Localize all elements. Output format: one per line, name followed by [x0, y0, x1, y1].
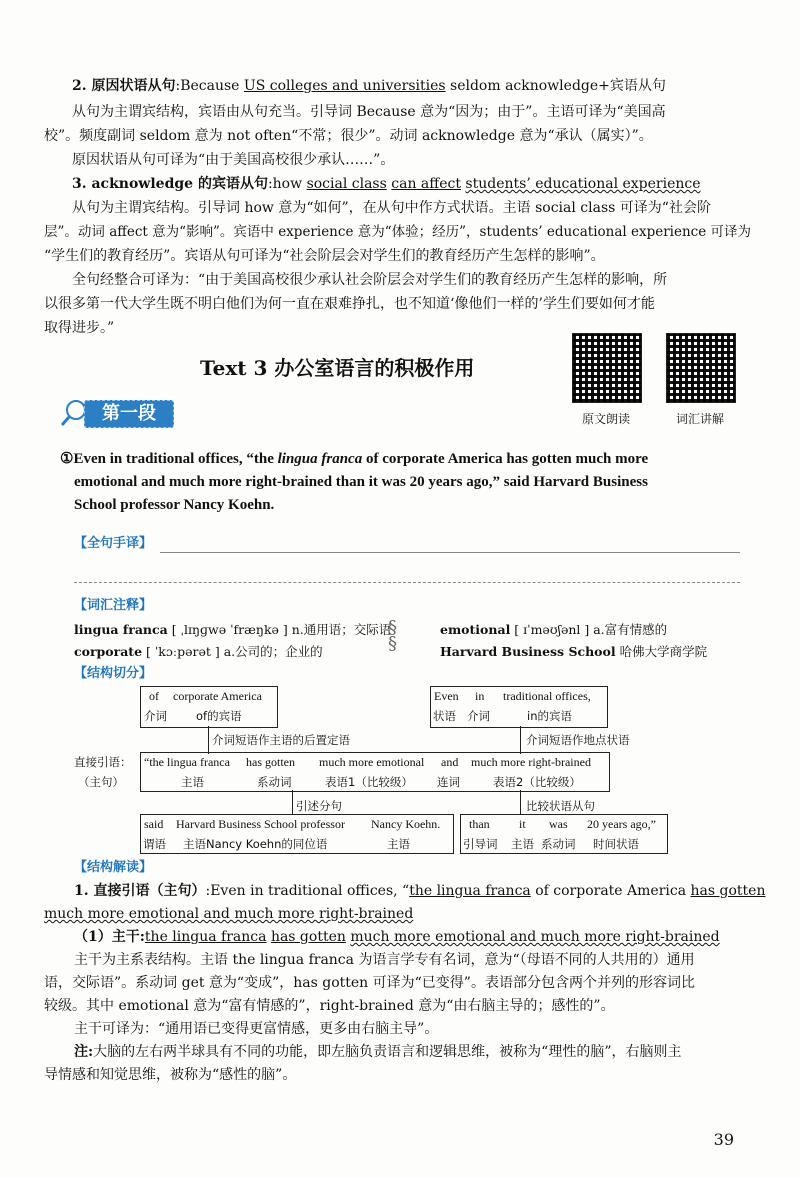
sec2-line1: 从句为主谓宾结构，宾语由从句充当。引导词 Because 意为“因为；由于”。主语可译为“美国高 [72, 104, 666, 120]
text-title: Text 3 办公室语言的积极作用 [200, 356, 475, 380]
analysis-p1: 主干为主系表结构。主语 the lingua franca 为语言学专有名词，意为“（母语不同的人共用的）通用 [74, 952, 695, 968]
analysis-note2: 导情感和知觉思维，被称为“感性的脑”。 [44, 1067, 297, 1083]
box1-note: 介词短语作主语的后置定语 [212, 733, 350, 747]
sec3-line1: 从句为主谓宾结构。引导词 how 意为“如何”，在从句中作方式状语。主语 social class 可译为“社会阶 [72, 200, 711, 216]
analysis-p3: 较级。其中 emotional 意为“富有情感的”，right-brained 意为“由右脑主导的；感性的”。 [44, 998, 615, 1014]
analysis-label: 【结构解读】 [74, 860, 153, 875]
qr2-caption: 词汇讲解 [676, 412, 725, 426]
qr1-caption: 原文朗读 [582, 412, 631, 426]
side-label2: （主句） [78, 775, 124, 789]
summary-line3: 取得进步。” [44, 320, 115, 336]
summary-line2: 以很多第一代大学生既不明白他们为何一直在艰难挣扎，也不知道‘像他们一样的’学生们要如何才能 [44, 296, 655, 312]
vocab-item3: emotional [ ɪˈməʊʃənl ] a.富有情感的 [440, 622, 668, 637]
section-badge [60, 398, 188, 430]
analysis-p4: 主干可译为：“通用语已变得更富情感，更多由右脑主导”。 [74, 1021, 439, 1037]
note-quote: 引述分句 [296, 799, 342, 813]
sec3-line3: “学生们的教育经历”。宾语从句可译为“社会阶层会对学生们的教育经历产生怎样的影响”。 [44, 248, 605, 264]
page-number: 39 [713, 1130, 734, 1149]
analysis-note1: 注:大脑的左右两半球具有不同的功能，即左脑负责语言和逻辑思维，被称为“理性的脑”，右脑则主 [74, 1044, 682, 1060]
sec2-subject: US colleges and universities [243, 78, 446, 94]
vocab-item2: corporate [ ˈkɔːpərət ] a.公司的；企业的 [74, 644, 323, 659]
sentence-line3: School professor Nancy Koehn. [74, 497, 275, 513]
qr-code-reading[interactable] [572, 333, 642, 403]
note-compare: 比较状语从句 [526, 799, 595, 813]
sec3-line2: 层”。动词 affect 意为“影响”。宾语中 experience 意为“体验；经历”，students’ educational experience 可译为 [44, 224, 752, 240]
analysis-h2: （1）主干:the lingua franca has gotten much more emotional and much more right-brained [74, 929, 720, 945]
box-of-phrase: of corporate America 介词 of的宾语 [140, 686, 278, 728]
box-even-phrase: Even in traditional offices, 状语 介词 in的宾语 [430, 686, 608, 728]
translation-line2[interactable] [74, 582, 740, 583]
full-translation-label: 【全句手译】 [74, 536, 153, 551]
box-main-clause: “the lingua franca has gotten much more emotional and much more right-brained 主语 系动词 表语1（比较级） 连词 表语2（比较级） [140, 752, 610, 792]
box-than-clause: than it was 20 years ago,” 引导词 主语 系动词 时间状语 [460, 814, 668, 854]
summary-line1: 全句经整合可译为：“由于美国高校很少承认社会阶层会对学生们的教育经历产生怎样的影响，所 [72, 272, 668, 288]
vocab-item1: lingua franca [ ˌlɪŋɡwə ˈfræŋkə ] n.通用语；交际语 [74, 622, 392, 637]
vocab-item4: Harvard Business School 哈佛大学商学院 [440, 644, 708, 659]
divider-mark: § § [388, 617, 397, 654]
analysis-h1-line2: much more emotional and much more right-brained [44, 906, 414, 922]
box2-note: 介词短语作地点状语 [526, 733, 630, 747]
vocab-label: 【词汇注释】 [74, 598, 153, 613]
box-said-clause: said Harvard Business School professor Nancy Koehn. 谓语 主语Nancy Koehn的同位语 主语 [140, 814, 454, 854]
sec2-line3: 原因状语从句可译为“由于美国高校很少承认……”。 [72, 152, 395, 168]
sec3-heading: 3. acknowledge 的宾语从句:how social class can affect students’ educational experience [72, 176, 701, 192]
structure-label: 【结构切分】 [74, 666, 153, 681]
sec2-line2: 校”。频度副词 seldom 意为 not often“不常；很少”。动词 acknowledge 意为“承认（属实）”。 [44, 128, 653, 144]
sec2-heading: 2. 原因状语从句:Because US colleges and universities seldom acknowledge+宾语从句 [72, 78, 666, 94]
analysis-h1: 1. 直接引语（主句）:Even in traditional offices, “the lingua franca of corporate America has gotten [74, 883, 766, 899]
qr-code-vocab[interactable] [666, 333, 736, 403]
translation-line1[interactable] [160, 552, 740, 553]
sentence-line2: emotional and much more right-brained than it was 20 years ago,” said Harvard Business [74, 474, 648, 490]
side-label1: 直接引语： [74, 755, 132, 769]
sentence-line1: ①Even in traditional offices, “the lingua franca of corporate America has gotten much more [60, 451, 649, 467]
section-badge-label: 第一段 [84, 400, 174, 428]
analysis-p2: 语，交际语”。系动词 get 意为“变成”，has gotten 可译为“已变得”。表语部分包含两个并列的形容词比 [44, 975, 695, 991]
